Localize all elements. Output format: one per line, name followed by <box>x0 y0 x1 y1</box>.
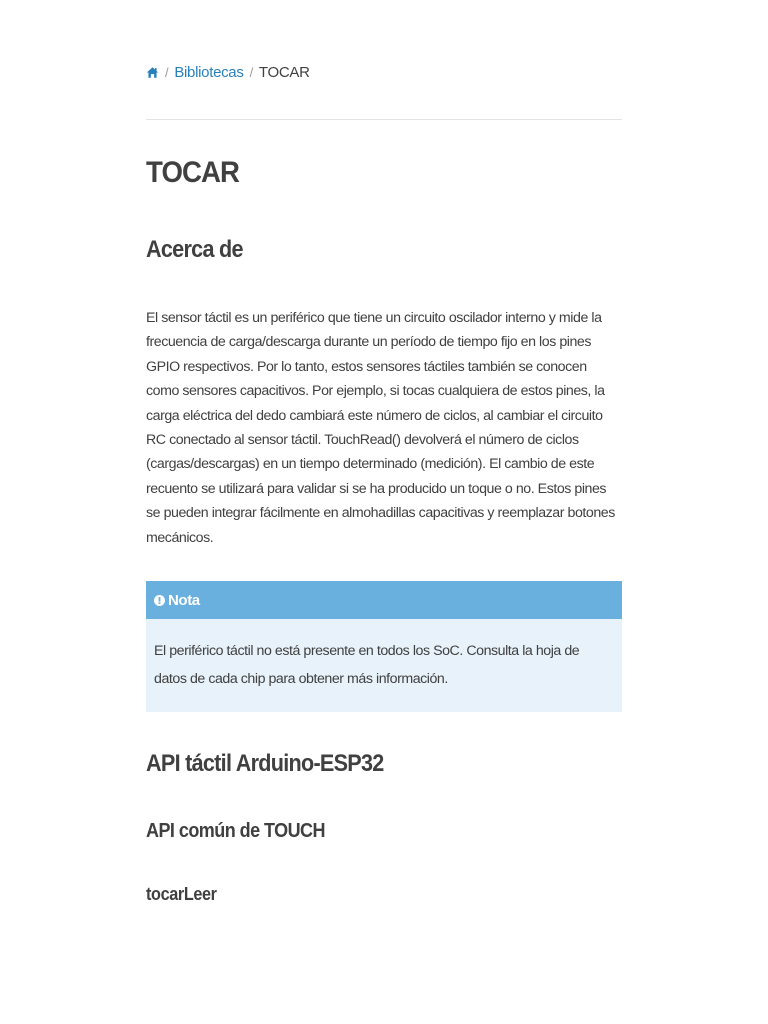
page-title: TOCAR <box>146 156 240 189</box>
note-admonition <box>146 581 622 712</box>
breadcrumb-current: TOCAR <box>258 64 310 81</box>
header-divider <box>146 119 622 120</box>
note-title: Nota <box>168 591 200 609</box>
home-icon <box>146 66 159 79</box>
breadcrumb-libraries-link[interactable]: Bibliotecas <box>174 64 244 81</box>
breadcrumb <box>146 64 310 81</box>
breadcrumb-separator: / <box>249 65 253 80</box>
about-paragraph: El sensor táctil es un periférico que tiene un circuito oscilador interno y mide la frecuencia de carga/descarga durante un período de tiempo fijo en los pines GPIO respectivos. Por lo tanto, estos sensores táctiles también se conocen como sensores capacitivos. Por ejemplo, si tocas cualquiera de estos pines, la carga eléctrica del dedo cambiará este número de ciclos, al cambiar el circuito RC conectado al sensor táctil. TouchRead() devolverá el número de ciclos (cargas/descargas) en un tiempo determinado (medición). El cambio de este recuento se utilizará para validar si se ha producido un toque o no. Estos pines se pueden integrar fácilmente en almohadillas capacitivas y reemplazar botones mecánicos. <box>146 310 615 546</box>
about-heading: Acerca de <box>146 236 243 263</box>
note-body: El periférico táctil no está presente en todos los SoC. Consulta la hoja de datos de cada chip para obtener más información. <box>154 643 580 687</box>
info-icon <box>154 595 165 606</box>
api-heading: API táctil Arduino-ESP32 <box>146 750 384 777</box>
note-title-bar <box>146 581 622 619</box>
breadcrumb-separator: / <box>165 65 169 80</box>
api-subheading: API común de TOUCH <box>146 820 325 842</box>
function-name-heading: tocarLeer <box>146 884 217 904</box>
breadcrumb-home-link[interactable] <box>146 66 159 79</box>
